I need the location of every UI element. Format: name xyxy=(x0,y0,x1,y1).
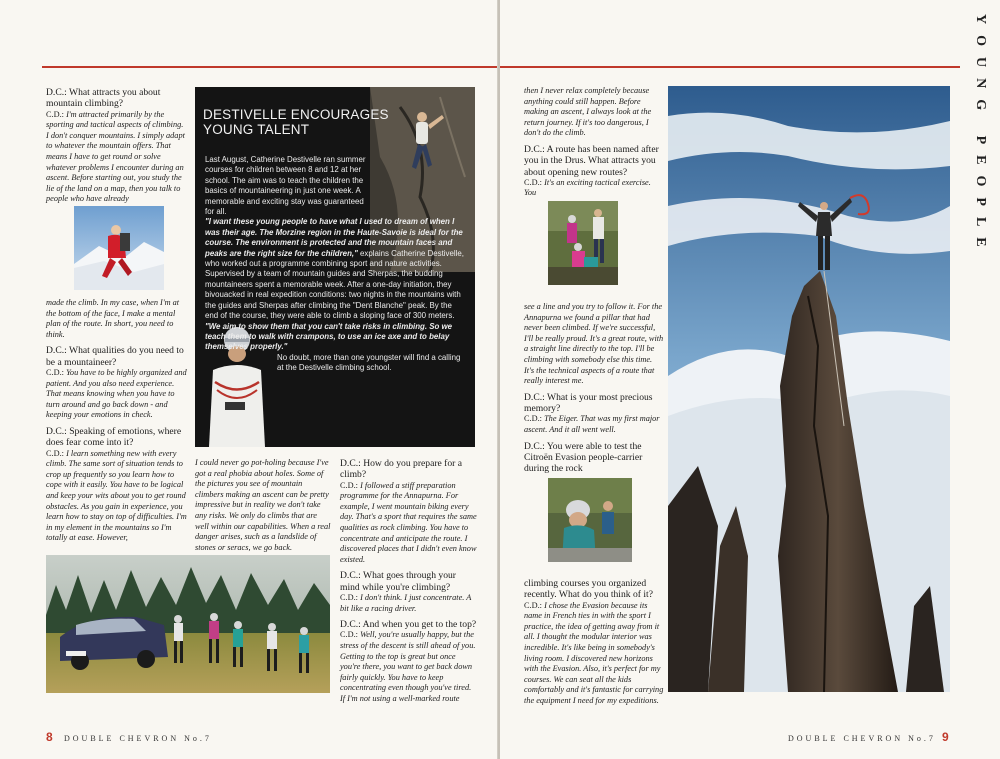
answer: C.D.: The Eiger. That was my first major ascent. And it all went well. xyxy=(524,414,660,434)
photo-summit-pinnacle-image xyxy=(668,86,950,692)
photo-kids-instructor xyxy=(548,201,618,285)
answer-continued: made the climb. In my case, when I'm at the bottom of the face, I make a mental plan of the route. In short, you need to think. xyxy=(46,298,180,339)
sidebar-paragraph-2: "I want these young people to have what I used to dream of when I was their age. The Morzine region in the Haute-Savoie is ideal for the course. The environment is protected and the mountain faces and peaks are the right size for the children," explains Catherine Destivelle, who worked out a programme combining sport and nature activities. Supervised by a team of mountain guides and Sherpas, the budding mountaineers spent a memorable week. After a one-day initiation, they bivouacked in real expedition conditions: two nights in the mountains with the guides and Sherpas after climbing the "Dent Blanche" peak. By the end of the course, they were able to climb a sloping face of 300 meters. "We aim to show them that you can't take risks in climbing. So we teach them to walk with crampons, to use an ice axe and to belay themselves properly." xyxy=(205,217,464,352)
photo-climber-snow-image xyxy=(74,206,164,290)
question: D.C.: What qualities do you need to be a mountaineer? xyxy=(46,345,184,368)
question: D.C.: What attracts you about mountain climbing? xyxy=(46,87,161,110)
photo-car-hikers-image xyxy=(46,555,330,693)
question: D.C.: What is your most precious memory? xyxy=(524,391,653,415)
qa-block xyxy=(46,426,188,544)
column-1-bottom xyxy=(46,298,188,549)
qa-block xyxy=(524,144,664,199)
column-3 xyxy=(340,458,478,710)
photo-summit-pinnacle xyxy=(668,86,950,692)
page-number-right: 9 xyxy=(942,730,949,744)
page-number-left: 8 xyxy=(46,730,53,744)
qa-block xyxy=(524,392,664,436)
answer: C.D.: I don't think. I just concentrate. A bit like a racing driver. xyxy=(340,592,472,613)
qa-block xyxy=(524,441,664,475)
footer-left: DOUBLE CHEVRON No.7 xyxy=(64,734,212,743)
answer: C.D.: Well, you're usually happy, but the stress of the descent is still ahead of you. Getting to the top is great but once you're there, you want to get back down fairly quickly. You have to keep concentrating even though you've tired. If I'm not using a well-marked route xyxy=(340,630,476,703)
sidebar-body: Last August, Catherine Destivelle ran summer courses for children between 8 and 12 at her school. The aim was to teach the children the basics of mountaineering in just one week. A memorable and exciting stay was guaranteed for all. "I want these young people to have what I used to dream of when I was their age. The Morzine region in the Haute-Savoie is ideal for the course. The environment is protected and the mountain faces and peaks are the right size for the children," explains Catherine Destivelle, who worked out a programme combining sport and nature activities. Supervised by a team of mountain guides and Sherpas, the budding mountaineers spent a memorable week. After a one-day initiation, they bivouacked in real expedition conditions: two nights in the mountains with the guides and Sherpas after climbing the "Dent Blanche" peak. By the end of the course, they were able to climb a sloping face of 300 meters. "We aim to show them that you can't take risks in climbing. So we teach them to walk with crampons, to use an ice axe and to belay themselves properly." No doubt, more than one youngster will find a calling at the Destivelle climbing school. xyxy=(205,155,467,374)
right-column-bottom xyxy=(524,578,664,712)
sidebar-box xyxy=(195,87,475,447)
footer-right: DOUBLE CHEVRON No.7 xyxy=(788,734,936,743)
qa-block xyxy=(340,458,478,565)
photo-car-hikers xyxy=(46,555,330,693)
answer: C.D.: I learn something new with every climb. The same sort of situation tends to crop up frequently so you learn how to cope with it easily. You have to be logical and keep your wits about you to get round obstacles. As you gain in experience, you learn how to stay on top of difficulties. I'm in my element in the mountains so I'm totally at ease. However, xyxy=(46,448,187,543)
qa-block xyxy=(524,578,664,707)
right-column-top: then I never relax completely because anything could still happen. Before making an ascent, I always look at the return journey. If it's too dangerous, I don't do the climb. D.C.: A route has been named after you in the Drus. What attracts you about opening new routes? C.D.: It's an exciting tactical exercise. You xyxy=(524,86,664,204)
answer: C.D.: I chose the Evasion because its name in French ties in with the sport I practice, the idea of getting away from it all. I thought the modular interior was incredible. It's like being in somebody's living room. I discovered new horizons with the Evasion. Also, it's perfect for my courses. We can seat all the kids comfortably and it's fantastic for carrying the equipment I need for my expeditions. xyxy=(524,600,664,705)
qa-block xyxy=(46,345,188,421)
answer: C.D.: It's an exciting tactical exercise. You xyxy=(524,177,651,198)
question: D.C.: What goes through your mind while you're climbing? xyxy=(340,570,457,593)
right-page xyxy=(500,0,1000,759)
top-rule xyxy=(42,66,498,68)
question: D.C.: A route has been named after you in the Drus. What attracts you about opening new routes? xyxy=(524,143,659,178)
top-rule-right xyxy=(500,66,960,68)
column-1-top xyxy=(46,87,188,210)
photo-helmet-child-image xyxy=(548,478,632,562)
photo-climber-snow xyxy=(74,206,164,290)
column-2-text: I could never go pot-holing because I've got a real phobia about holes. Some of the pictures you see of mountain climbers making an ascent can be pretty impressive but in reality we don't take any risks. We only do climbs that are well within our capabilities. When a real danger arises, such as a landslide of stones or seracs, we go back. xyxy=(195,458,331,552)
question: D.C.: How do you prepare for a climb? xyxy=(340,458,463,481)
question: D.C.: You were able to test the Citroën Evasion people-carrier during the rock xyxy=(524,440,643,475)
question: D.C.: Speaking of emotions, where does fear come into it? xyxy=(46,425,182,449)
photo-helmet-child xyxy=(548,478,632,562)
answer: C.D.: I followed a stiff preparation programme for the Annapurna. For example, I went mountain biking every day. That's a sport that requires the same qualities as rock climbing. You have to concentrate and anticipate the route. I discovered places that I didn't even know existed. xyxy=(340,480,477,564)
photo-kids-instructor-image xyxy=(548,201,618,285)
question-continued: climbing courses you organized recently. What do you think of it? xyxy=(524,578,653,601)
answer: C.D.: You have to be highly organized and patient. And you also need experience. That means knowing when you have to turn around and go back down - and keeping your emotions in check. xyxy=(46,367,187,420)
question: D.C.: And when you get to the top? xyxy=(340,619,477,631)
answer: C.D.: I'm attracted primarily by the sporting and tactical aspects of climbing. I don't conquer mountains. I simply adapt to whatever the mountain offers. That means I have to get round or solve whatever problems I encounter during an ascent. Before starting out, you study the lie of the land on a map, then you talk to people who have already xyxy=(46,109,185,204)
qa-block xyxy=(340,570,478,614)
qa-block xyxy=(46,87,188,205)
vertical-section-title: YOUNG PEOPLE xyxy=(973,14,988,258)
qa-block xyxy=(340,619,478,704)
left-page xyxy=(0,0,498,759)
right-column-middle: see a line and you try to follow it. For the Annapurna we found a pillar that had never been climbed. If we're successful, I'll be really proud. It's a great route, with a straight line directly to the top. I'll be climbing with somebody else this time. It's the technical aspects of a route that really interest me. D.C.: What is your most precious memory? C.D.: The Eiger. That was my first major ascent. And it all went well. D.C.: You were able to test the Citroën Evasion people-carrier during the rock xyxy=(524,302,664,475)
sidebar-title: DESTIVELLE ENCOURAGES YOUNG TALENT xyxy=(203,107,389,137)
